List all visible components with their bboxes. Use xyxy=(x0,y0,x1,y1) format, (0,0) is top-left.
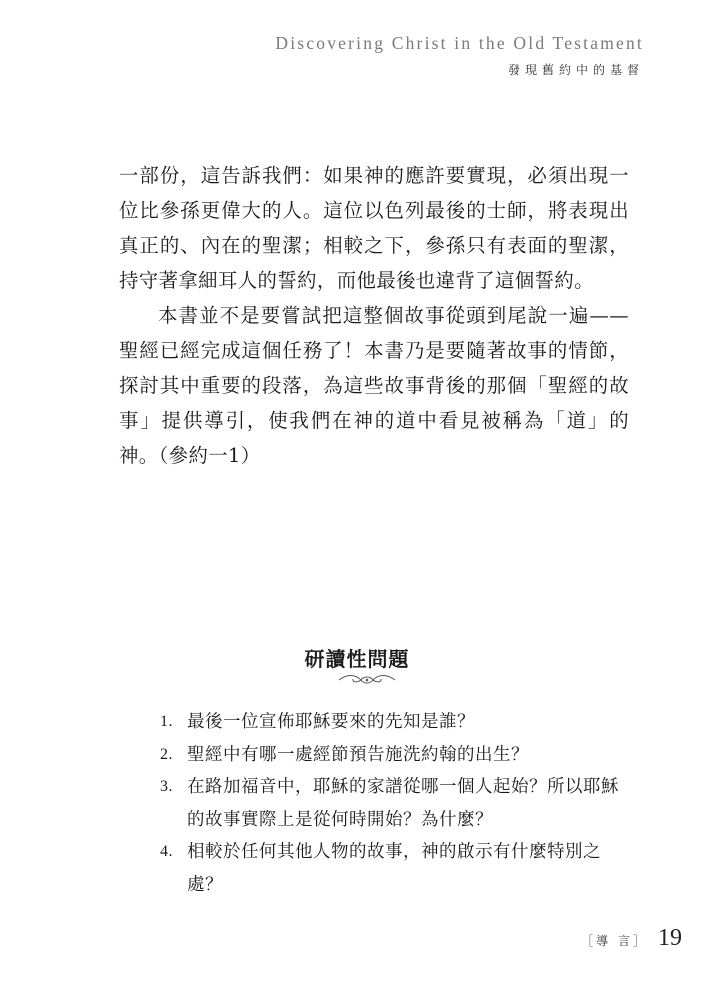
question-number: 1. xyxy=(160,713,173,730)
footer-section-label: ［導 言］ xyxy=(581,934,648,948)
running-header-chinese: 發現舊約中的基督 xyxy=(507,63,644,77)
question-number: 2. xyxy=(160,745,173,763)
paragraph: 一部份，這告訴我們：如果神的應許要實現，必須出現一位比參孫更偉大的人。這位以色列最後的士師，將表現出真正的、內在的聖潔；相較之下，參孫只有表面的聖潔，持守著拿細耳人的誓約，而他最後也違背了這個誓約。 xyxy=(119,164,629,292)
question-item xyxy=(160,771,630,836)
question-item xyxy=(160,836,630,901)
running-header-english: Discovering Christ in the Old Testament xyxy=(275,33,644,53)
question-number: 4. xyxy=(160,843,173,860)
study-questions-title: 研讀性問題 xyxy=(304,647,410,671)
question-text: 最後一位宣佈耶穌要來的先知是誰？ xyxy=(187,712,475,732)
question-number: 3. xyxy=(160,778,173,795)
flourish-ornament-icon xyxy=(337,673,397,687)
page-number: 19 xyxy=(658,925,682,951)
body-text xyxy=(119,158,629,473)
paragraph: 本書並不是要嘗試把這整個故事從頭到尾說一遍——聖經已經完成這個任務了！本書乃是要隨著故事的情節，探討其中重要的段落，為這些故事背後的那個「聖經的故事」提供導引，使我們在神的道中看見被稱為「道」的神。（參約一1） xyxy=(119,304,629,467)
question-text: 相較於任何其他人物的故事，神的啟示有什麼特別之處？ xyxy=(187,842,601,895)
study-questions-list xyxy=(160,706,630,901)
question-text: 在路加福音中，耶穌的家譜從哪一個人起始？所以耶穌的故事實際上是從何時開始？為什麼？ xyxy=(187,777,619,830)
question-item xyxy=(160,706,630,739)
page-footer xyxy=(581,925,682,952)
question-text: 聖經中有哪一處經節預告施洗約翰的出生？ xyxy=(187,744,529,765)
question-item xyxy=(160,739,630,772)
